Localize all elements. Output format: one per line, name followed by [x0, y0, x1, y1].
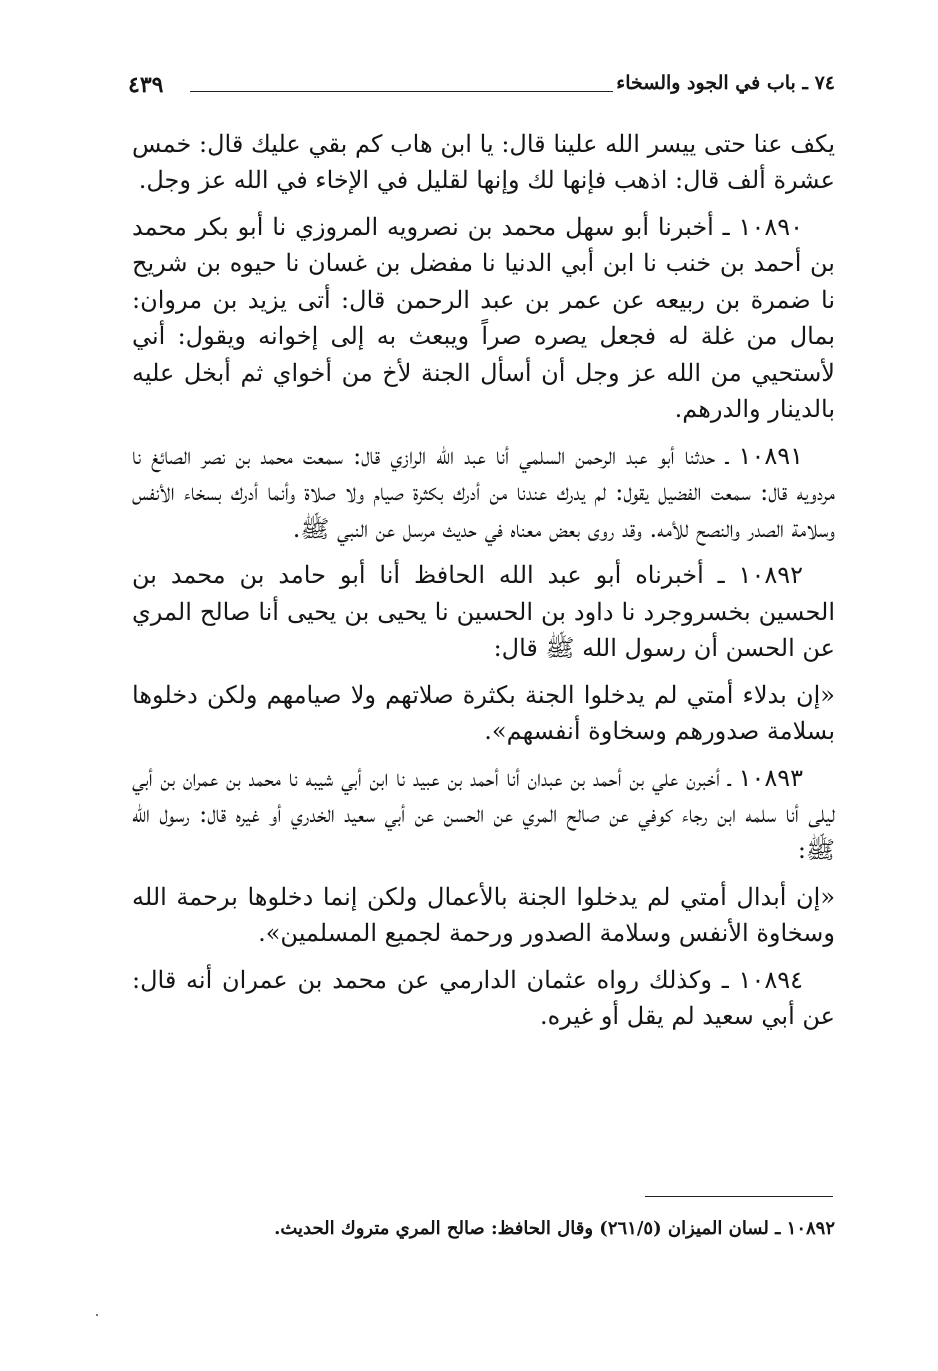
hadith-10892: ١٠٨٩٢ ـ أخبرناه أبو عبد الله الحافظ أنا أبو حامد بن محمد بن الحسين بخسروجرد نا داود بن الحسين نا يحيى بن يحيى أنا صالح المري عن الحسن أن رسول الله ﷺ قال: [132, 561, 835, 663]
hadith-10891: ١٠٨٩١ ـ حدثنا أبو عبد الرحمن السلمي أنا عبد الله الرازي قال: سمعت محمد بن نصر الصائغ نا مردويه قال: سمعت الفضيل يقول: لم يدرك عندنا من أدرك بكثرة صيام ولا صلاة وأنما أدرك بسخاء الأنفس وسلامة الصدر والنصح للأمه. وقد روى بعض معناه في حديث مرسل عن النبي ﷺ. [132, 441, 835, 543]
hadith-10894: ١٠٨٩٤ ـ وكذلك رواه عثمان الدارمي عن محمد بن عمران أنه قال: عن أبي سعيد لم يقل أو غيره. [132, 965, 835, 1031]
footnote: ١٠٨٩٢ ـ لسان الميزان (٢٦١/٥) وقال الحافظ: صالح المري متروك الحديث. [274, 1218, 835, 1239]
page-number: ٤٣٩ [128, 72, 164, 98]
chapter-title: ٧٤ ـ باب في الجود والسخاء [616, 72, 835, 94]
hadith-10893: ١٠٨٩٣ ـ أخبرن علي بن أحمد بن عبدان أنا أحمد بن عبيد نا ابن أبي شيبه نا محمد بن عمران بن أبي ليلى أنا سلمه ابن رجاء كوفي عن صالح المري عن الحسن عن أبي سعيد الخدري أو غيره قال: رسول الله ﷺ: [132, 763, 835, 865]
running-header [128, 72, 835, 108]
page-body [132, 126, 835, 1045]
prophetic-quote-2: «إن أبدال أمتي لم يدخلوا الجنة بالأعمال ولكن إنما دخلوها برحمة الله وسخاوة الأنفس وسلامة الصدور ورحمة لجميع المسلمين». [132, 882, 836, 948]
header-rule [190, 91, 613, 92]
scan-speck [96, 1314, 98, 1316]
hadith-10890: ١٠٨٩٠ ـ أخبرنا أبو سهل محمد بن نصرويه المروزي نا أبو بكر محمد بن أحمد بن خنب نا ابن أبي الدنيا نا مفضل بن غسان نا حيوه بن شريح نا ضمرة بن ربيعه عن عمر بن عبد الرحمن قال: أتى يزيد بن مروان: بمال من غلة له فجعل يصره صراً ويبعث به إلى إخوانه ويقول: أني لأستحيي من الله عز وجل أن أسأل الجنة لأخ من أخواي ثم أبخل عليه بالدينار والدرهم. [132, 212, 835, 424]
footnote-rule [645, 1196, 833, 1197]
prophetic-quote-1: «إن بدلاء أمتي لم يدخلوا الجنة بكثرة صلاتهم ولا صيامهم ولكن دخلوها بسلامة صدورهم وسخاوة أنفسهم». [132, 680, 835, 746]
continuation-paragraph: يكف عنا حتى ييسر الله علينا قال: يا ابن هاب كم بقي عليك قال: خمس عشرة ألف قال: اذهب فإنها لك وإنها لقليل في الإخاء في الله عز وجل. [132, 130, 835, 195]
